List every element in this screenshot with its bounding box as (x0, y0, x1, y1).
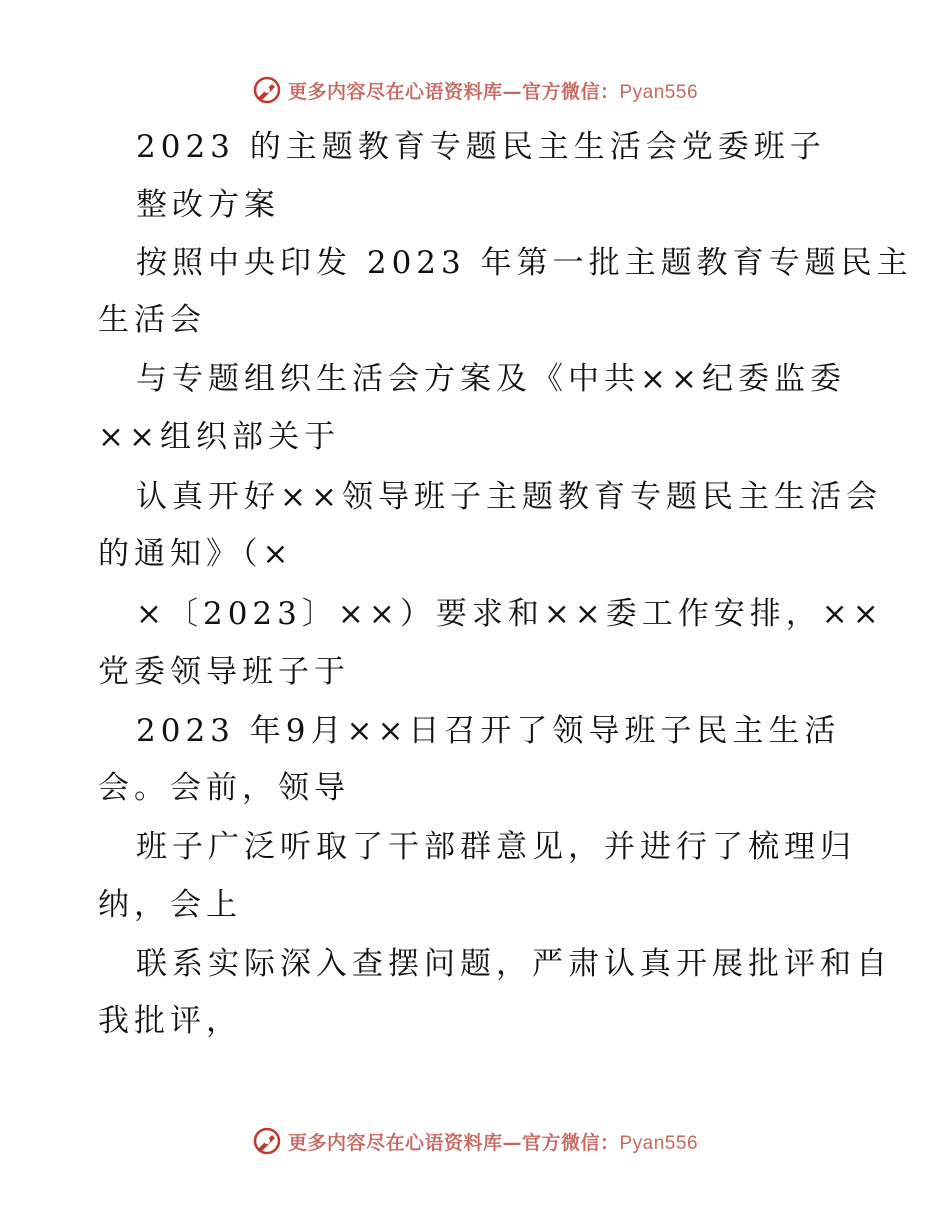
paragraph-line: 班子广泛听取了干部群意见，并进行了梳理归 (136, 829, 856, 865)
paragraph-line: 2023 年9月××日召开了领导班子民主生活 (136, 713, 841, 749)
watermark-text: 更多内容尽在心语资料库—官方微信：Pyan556 (287, 1131, 699, 1154)
paragraph-line: 联系实际深入查摆问题，严肃认真开展批评和自 (136, 946, 892, 982)
paragraph-line: ×〔2023〕××）要求和××委工作安排，×× (136, 596, 884, 632)
paragraph-line: 纳，会上 (98, 887, 242, 923)
pen-logo-icon (252, 1126, 282, 1156)
paragraph-line: 与专题组织生活会方案及《中共××纪委监委 (136, 361, 846, 397)
paragraph-line: 生活会 (98, 302, 206, 338)
paragraph-line: 认真开好××领导班子主题教育专题民主生活会 (136, 479, 882, 515)
doc-title-line-2: 整改方案 (136, 187, 280, 223)
paragraph-line: 按照中央印发 2023 年第一批主题教育专题民主 (136, 245, 913, 281)
paragraph-line: ××组织部关于 (98, 419, 340, 455)
header-watermark (0, 70, 950, 110)
footer-watermark (0, 1121, 950, 1161)
paragraph-line: 我批评， (98, 1003, 242, 1039)
pen-logo-icon (252, 75, 282, 105)
watermark-text: 更多内容尽在心语资料库—官方微信：Pyan556 (287, 80, 699, 103)
doc-title-line-1: 2023 的主题教育专题民主生活会党委班子 (136, 129, 826, 165)
paragraph-line: 的通知》（× (98, 536, 294, 572)
paragraph-line: 党委领导班子于 (98, 654, 350, 690)
paragraph-line: 会。会前，领导 (98, 770, 350, 806)
